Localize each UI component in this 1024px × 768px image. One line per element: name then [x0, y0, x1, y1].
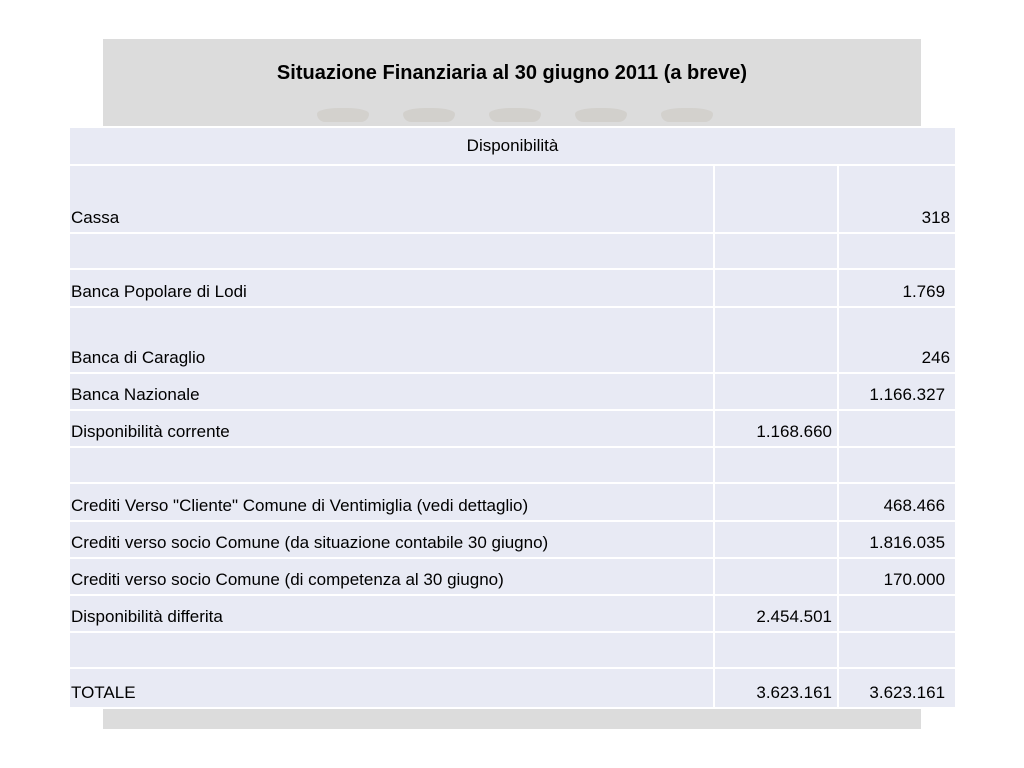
row-value: 1.769: [838, 269, 956, 307]
row-subtotal: [714, 307, 838, 373]
row-subtotal: [714, 233, 838, 269]
row-label: Disponibilità corrente: [69, 410, 714, 447]
row-value: [838, 233, 956, 269]
total-subtotal: 3.623.161: [714, 668, 838, 708]
table-row: [69, 373, 956, 410]
table-row: [69, 521, 956, 558]
table-row: [69, 269, 956, 307]
row-value: [838, 595, 956, 632]
table-row: [69, 595, 956, 632]
row-value: [838, 447, 956, 483]
row-subtotal: [714, 483, 838, 521]
row-value: [838, 410, 956, 447]
row-label: Disponibilità differita: [69, 595, 714, 632]
row-label: Cassa: [69, 165, 714, 233]
row-subtotal: [714, 373, 838, 410]
table-row: [69, 558, 956, 595]
row-subtotal: 2.454.501: [714, 595, 838, 632]
row-value: 1.816.035: [838, 521, 956, 558]
row-label: Banca Nazionale: [69, 373, 714, 410]
table-row: [69, 447, 956, 483]
row-subtotal: [714, 269, 838, 307]
table-row: [69, 165, 956, 233]
row-subtotal: [714, 521, 838, 558]
table-row: [69, 632, 956, 668]
row-subtotal: [714, 447, 838, 483]
watermark-logo: [300, 108, 730, 126]
row-label: [69, 632, 714, 668]
row-value: 1.166.327: [838, 373, 956, 410]
table-row: [69, 233, 956, 269]
table-header: Disponibilità: [69, 127, 956, 165]
row-label: Banca Popolare di Lodi: [69, 269, 714, 307]
row-subtotal: [714, 165, 838, 233]
row-value: [838, 632, 956, 668]
row-label: [69, 447, 714, 483]
page-title: Situazione Finanziaria al 30 giugno 2011 (a breve): [276, 62, 748, 84]
row-value: 170.000: [838, 558, 956, 595]
total-label: TOTALE: [69, 668, 714, 708]
row-subtotal: [714, 632, 838, 668]
row-label: Crediti verso socio Comune (di competenza al 30 giugno): [69, 558, 714, 595]
row-label: Banca di Caraglio: [69, 307, 714, 373]
row-value: 468.466: [838, 483, 956, 521]
row-label: Crediti verso socio Comune (da situazione contabile 30 giugno): [69, 521, 714, 558]
row-subtotal: [714, 558, 838, 595]
table-row: [69, 410, 956, 447]
financial-table: [68, 126, 957, 709]
total-value: 3.623.161: [838, 668, 956, 708]
table-row: [69, 307, 956, 373]
row-value: 318: [838, 165, 956, 233]
table-total-row: [69, 668, 956, 708]
row-value: 246: [838, 307, 956, 373]
table-row: [69, 483, 956, 521]
table-header-row: [69, 127, 956, 165]
row-label: [69, 233, 714, 269]
row-label: Crediti Verso "Cliente" Comune di Ventimiglia (vedi dettaglio): [69, 483, 714, 521]
row-subtotal: 1.168.660: [714, 410, 838, 447]
